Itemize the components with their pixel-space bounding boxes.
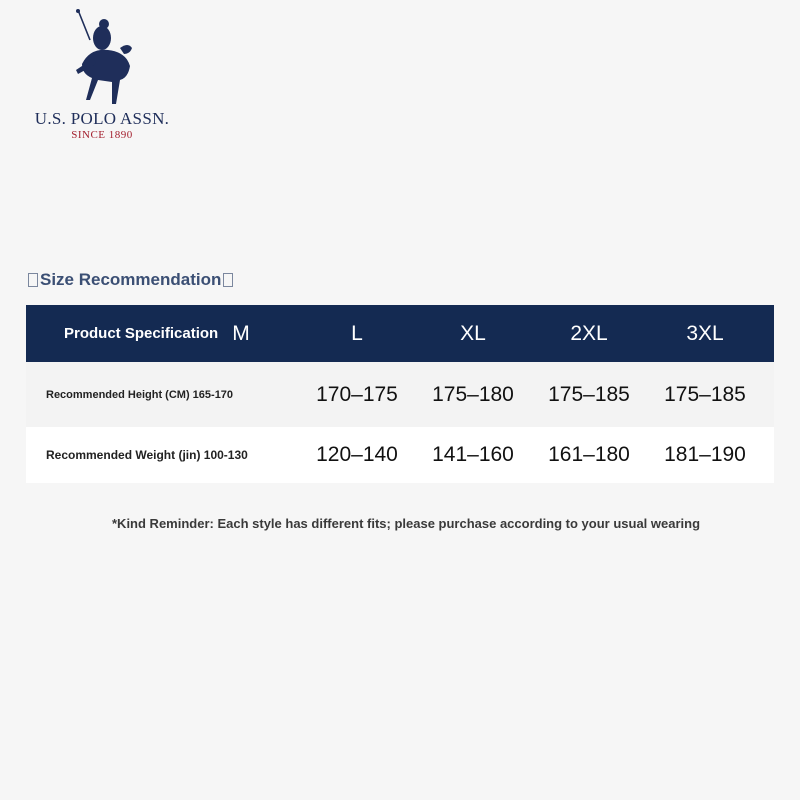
section-title-text: Size Recommendation <box>40 270 222 289</box>
section-title <box>26 270 235 290</box>
table-cell: 141–160 <box>432 443 514 466</box>
table-cell: 170–175 <box>316 382 398 406</box>
kind-reminder: *Kind Reminder: Each style has different fits; please purchase according to your usual wearing <box>112 516 701 531</box>
table-cell: 120–140 <box>316 443 398 466</box>
size-xl: XL <box>460 321 486 345</box>
bracket-open-icon <box>28 273 38 287</box>
size-2xl: 2XL <box>570 321 608 345</box>
row-label-height: Recommended Height (CM) 165-170 <box>46 388 234 401</box>
brand-logo <box>24 8 180 148</box>
table-cell: 175–185 <box>548 382 630 406</box>
size-table <box>26 305 774 483</box>
size-m: M <box>232 321 250 345</box>
brand-since: SINCE 1890 <box>71 129 133 141</box>
size-l: L <box>351 321 363 345</box>
polo-player-icon <box>68 8 136 106</box>
table-cell: 175–180 <box>432 382 514 406</box>
table-cell: 181–190 <box>664 443 746 466</box>
bracket-close-icon <box>223 273 233 287</box>
table-row <box>26 427 774 483</box>
size-3xl: 3XL <box>686 321 724 345</box>
table-cell: 161–180 <box>548 443 630 466</box>
brand-name: U.S. POLO ASSN. <box>34 109 170 128</box>
table-row <box>26 362 774 427</box>
header-label: Product Specification <box>64 325 219 342</box>
table-header <box>26 305 774 362</box>
table-cell: 175–185 <box>664 382 746 406</box>
row-label-weight: Recommended Weight (jin) 100-130 <box>46 448 248 462</box>
